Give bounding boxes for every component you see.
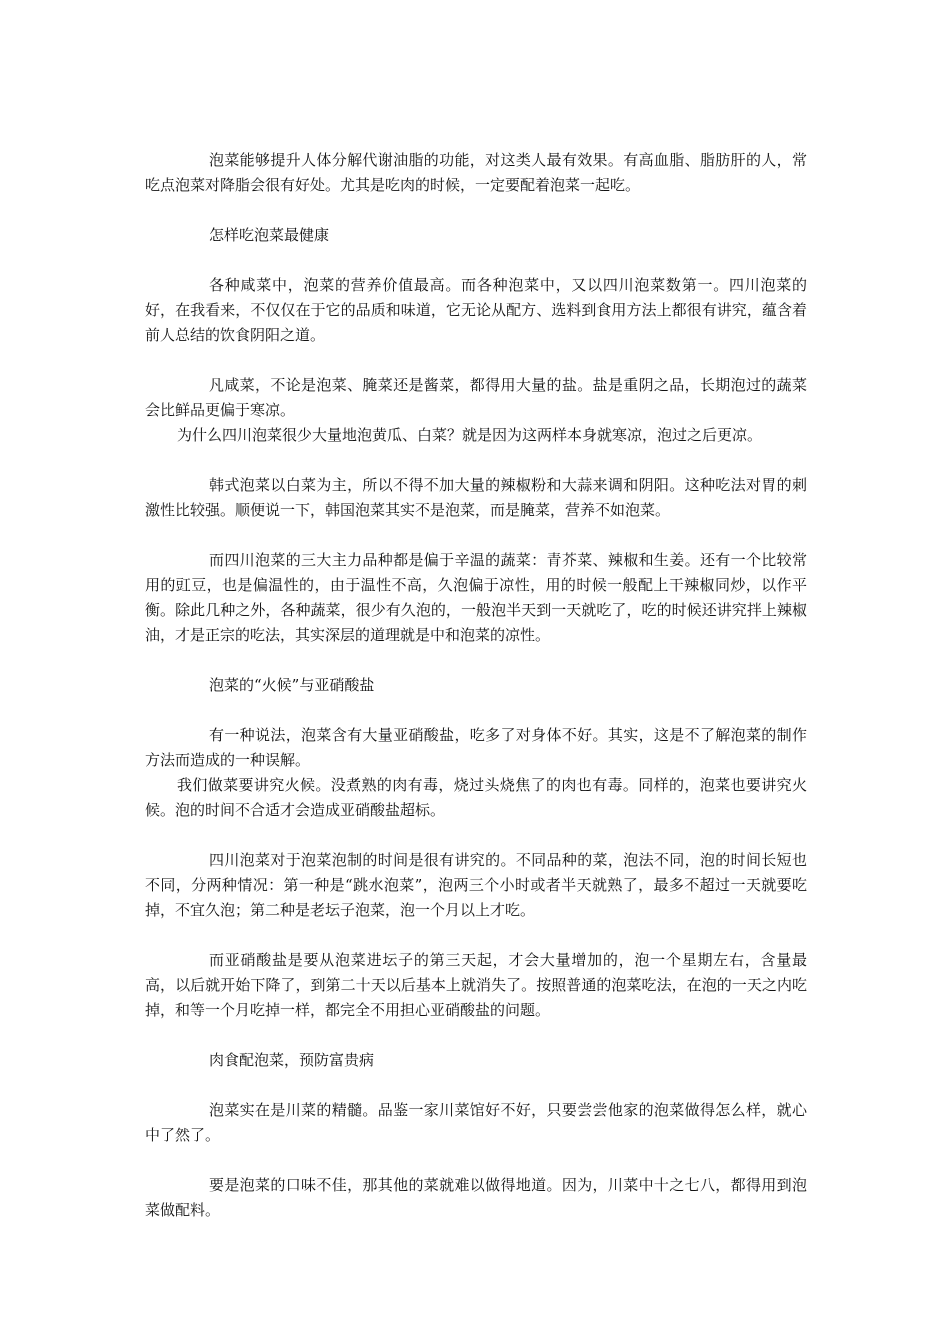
paragraph: 而四川泡菜的三大主力品种都是偏于辛温的蔬菜：青芥菜、辣椒和生姜。还有一个比较常用的豇豆，也是偏温性的，由于温性不高，久泡偏于凉性，用的时候一般配上干辣椒同炒，以作平衡。除此几种之外，各种蔬菜，很少有久泡的，一般泡半天到一天就吃了，吃的时候还讲究拌上辣椒油，才是正宗的吃法，其实深层的道理就是中和泡菜的凉性。 xyxy=(145,551,807,644)
paragraph: 泡菜能够提升人体分解代谢油脂的功能，对这类人最有效果。有高血脂、脂肪肝的人，常吃点泡菜对降脂会很有好处。尤其是吃肉的时候，一定要配着泡菜一起吃。 xyxy=(145,151,807,194)
paragraph: 为什么四川泡菜很少大量地泡黄瓜、白菜？就是因为这两样本身就寒凉，泡过之后更凉。 xyxy=(177,426,763,444)
paragraph: 韩式泡菜以白菜为主，所以不得不加大量的辣椒粉和大蒜来调和阴阳。这种吃法对胃的刺激性比较强。顺便说一下，韩国泡菜其实不是泡菜，而是腌菜，营养不如泡菜。 xyxy=(145,476,807,519)
paragraph: 四川泡菜对于泡菜泡制的时间是很有讲究的。不同品种的菜，泡法不同，泡的时间长短也不同，分两种情况：第一种是“跳水泡菜”，泡两三个小时或者半天就熟了，最多不超过一天就要吃掉，不宜久泡；第二种是老坛子泡菜，泡一个月以上才吃。 xyxy=(145,851,807,919)
paragraph: 要是泡菜的口味不佳，那其他的菜就难以做得地道。因为，川菜中十之七八，都得用到泡菜做配料。 xyxy=(145,1176,807,1219)
paragraph: 有一种说法，泡菜含有大量亚硝酸盐，吃多了对身体不好。其实，这是不了解泡菜的制作方法而造成的一种误解。 xyxy=(145,726,807,769)
section-heading: 怎样吃泡菜最健康 xyxy=(209,226,330,244)
section-heading: 泡菜的“火候”与亚硝酸盐 xyxy=(209,676,375,694)
section-heading: 肉食配泡菜，预防富贵病 xyxy=(209,1051,375,1069)
paragraph: 我们做菜要讲究火候。没煮熟的肉有毒，烧过头烧焦了的肉也有毒。同样的，泡菜也要讲究火候。泡的时间不合适才会造成亚硝酸盐超标。 xyxy=(145,776,807,819)
paragraph: 而亚硝酸盐是要从泡菜进坛子的第三天起，才会大量增加的，泡一个星期左右，含量最高，以后就开始下降了，到第二十天以后基本上就消失了。按照普通的泡菜吃法，在泡的一天之内吃掉，和等一个月吃掉一样，都完全不用担心亚硝酸盐的问题。 xyxy=(145,951,807,1019)
document-body xyxy=(145,148,807,1223)
paragraph: 泡菜实在是川菜的精髓。品鉴一家川菜馆好不好，只要尝尝他家的泡菜做得怎么样，就心中了然了。 xyxy=(145,1101,807,1144)
paragraph: 各种咸菜中，泡菜的营养价值最高。而各种泡菜中，又以四川泡菜数第一。四川泡菜的好，在我看来，不仅仅在于它的品质和味道，它无论从配方、选料到食用方法上都很有讲究，蕴含着前人总结的饮食阴阳之道。 xyxy=(145,276,807,344)
paragraph: 凡咸菜，不论是泡菜、腌菜还是酱菜，都得用大量的盐。盐是重阴之品，长期泡过的蔬菜会比鲜品更偏于寒凉。 xyxy=(145,376,807,419)
